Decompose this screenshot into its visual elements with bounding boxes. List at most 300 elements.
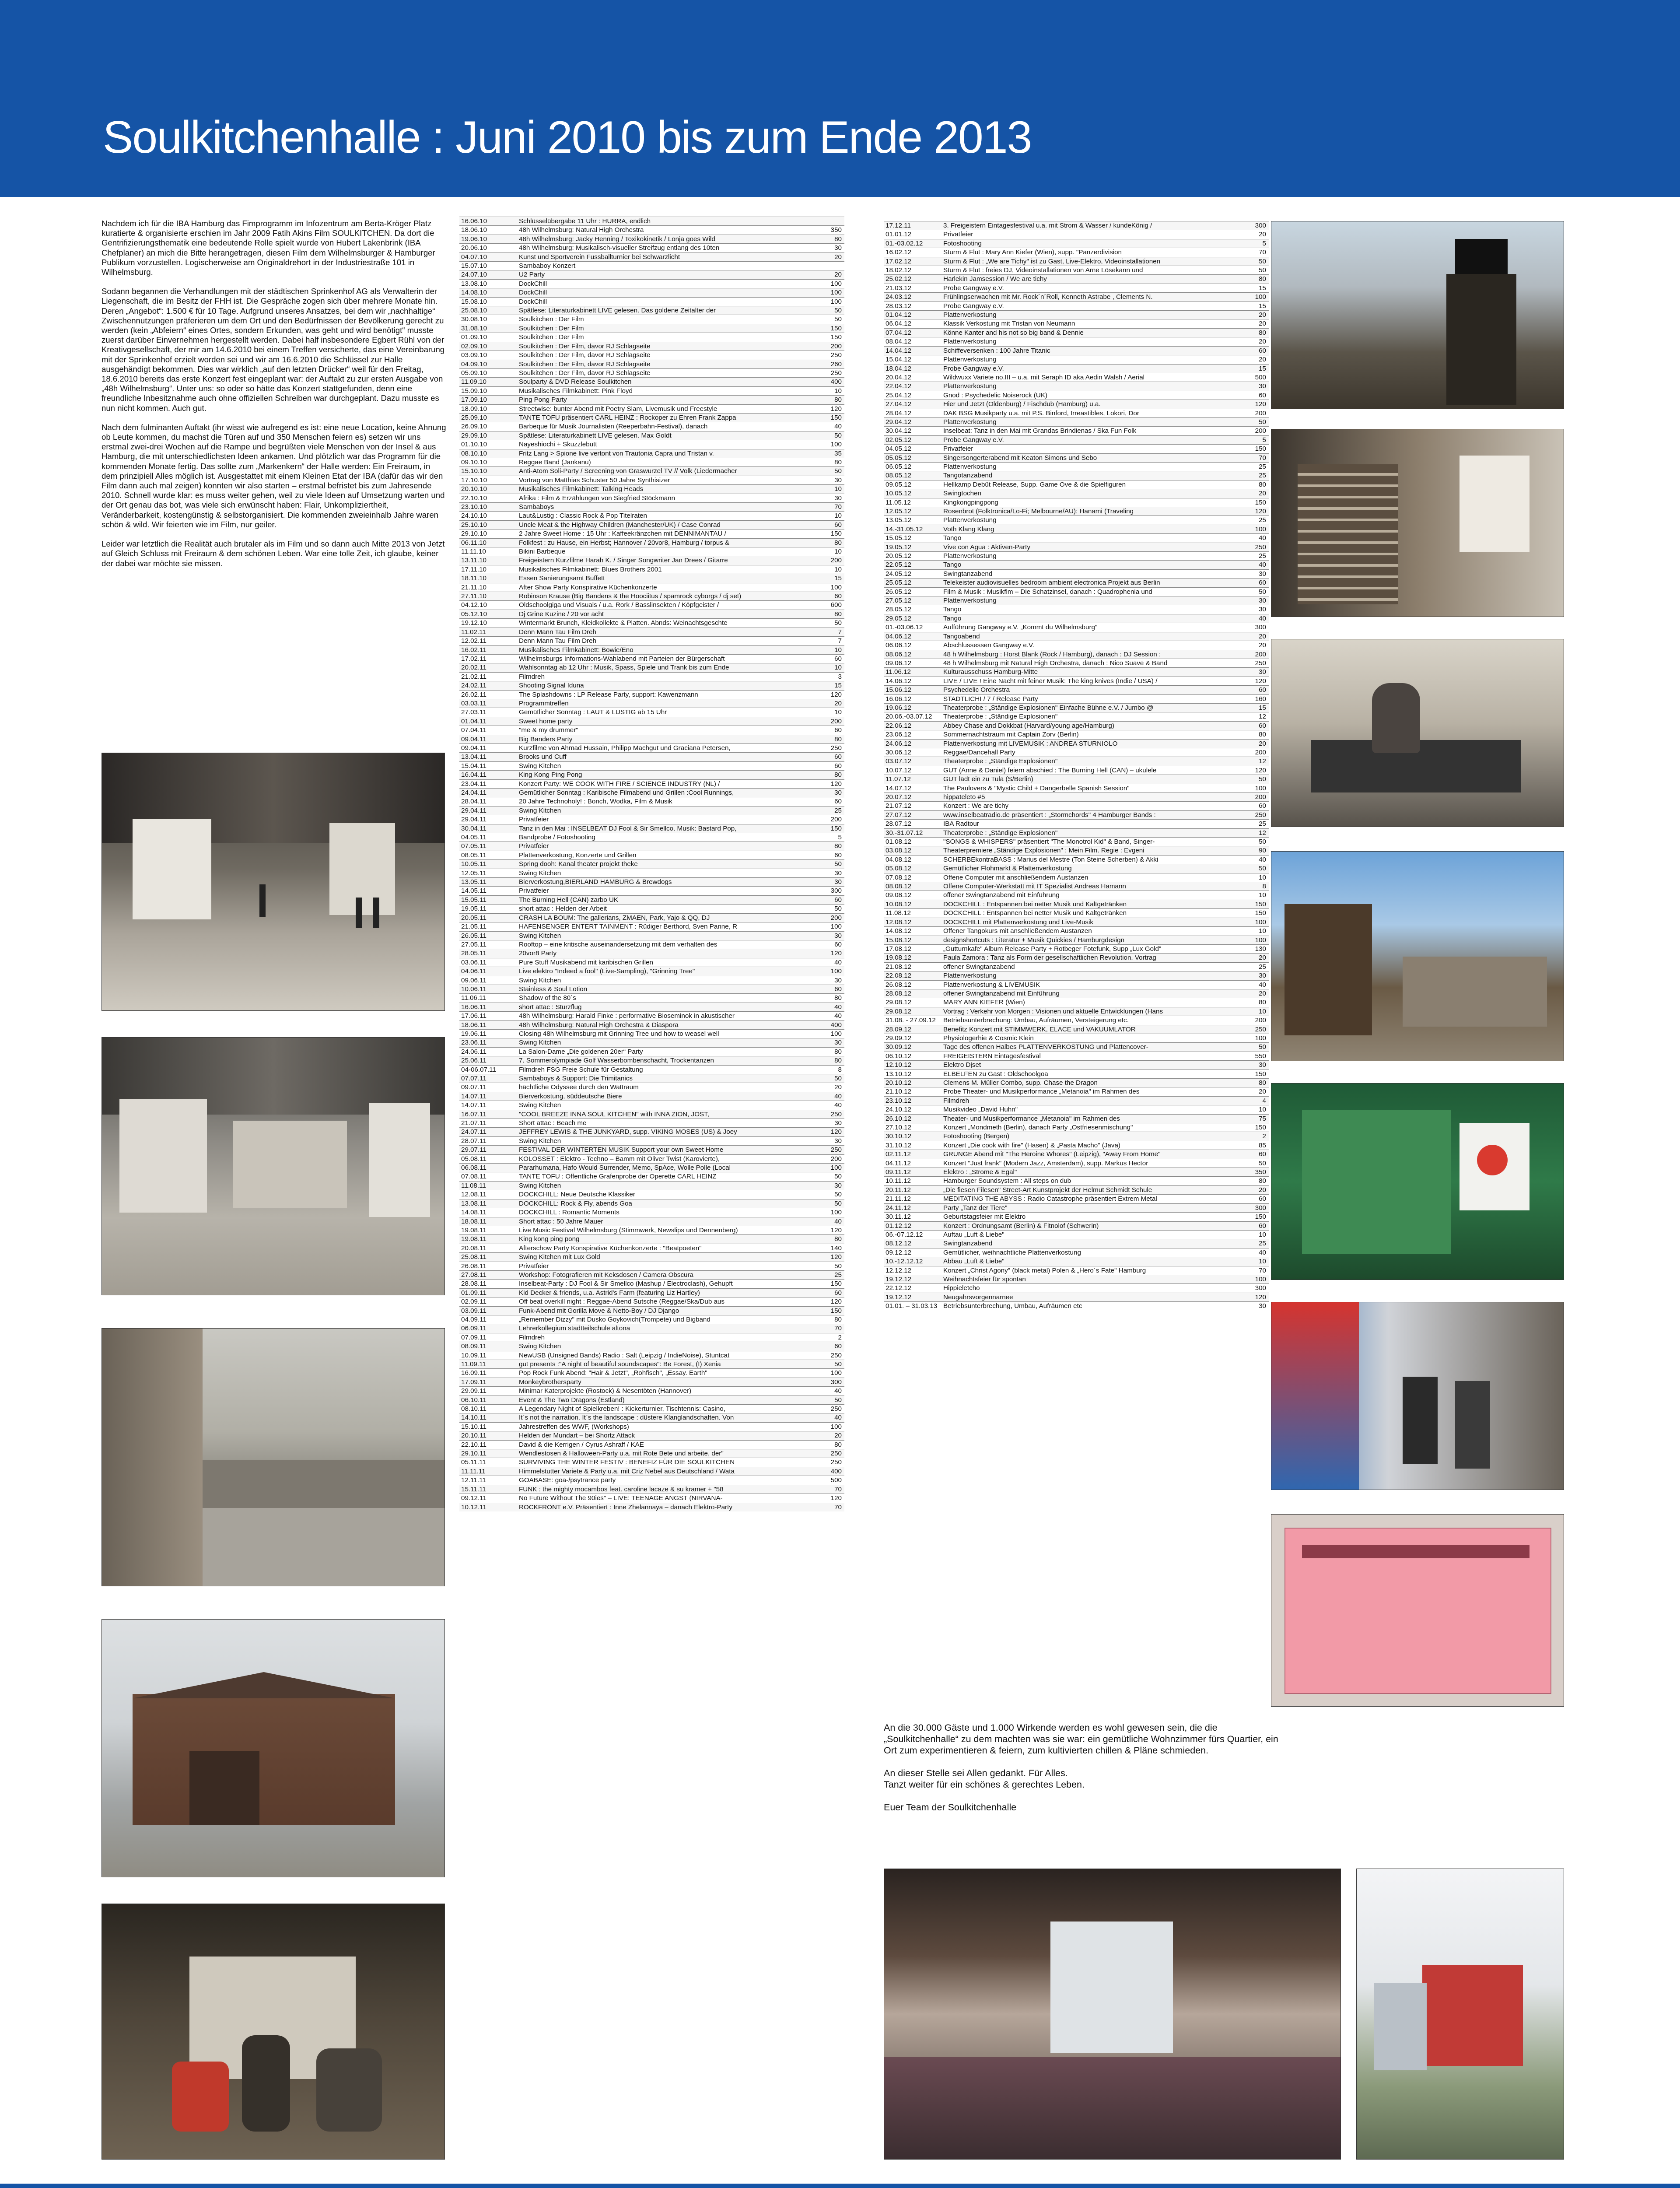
event-title: Pop Rock Funk Abend: "Hair & Jetzt", „Rohfisch", „Essay. Earth": [519, 1369, 707, 1377]
table-row: [884, 578, 1269, 587]
event-title: Schiffeversenken : 100 Jahre Titanic: [943, 347, 1050, 354]
event-date: 12.05.11: [461, 869, 486, 877]
event-title: A Legendary Night of Spielkreben! : Kickerturnier, Tischtennis: Casino,: [519, 1405, 725, 1413]
event-visitors: 200: [1255, 748, 1266, 756]
event-visitors: 40: [1259, 534, 1266, 542]
event-visitors: 500: [830, 1476, 842, 1484]
event-date: 17.12.11: [886, 222, 911, 229]
event-visitors: 90: [1259, 847, 1266, 855]
event-visitors: 200: [830, 816, 842, 824]
event-date: 29.04.12: [886, 418, 912, 426]
table-row: [884, 346, 1269, 355]
event-title: 48h Wilhelmsburg: Jacky Henning / Toxikokinetik / Lonja goes Wild: [519, 235, 715, 243]
event-date: 09.05.12: [886, 480, 912, 488]
event-title: Swing Kitchen: [519, 806, 561, 814]
event-title: Plattenverkostung: [943, 972, 997, 980]
event-visitors: 60: [834, 798, 842, 806]
event-date: 04.09.11: [461, 1315, 486, 1323]
event-title: Gemütlicher Sonntag : Karibische Filmabend und Grillen :Cool Runnings,: [519, 789, 734, 796]
event-date: 06.-07.12.12: [886, 1231, 923, 1238]
event-date: 08.09.11: [461, 1343, 486, 1350]
footer-band: [0, 2184, 1680, 2188]
event-title: 48h Wilhelmsburg: Natural High Orchestra & Diaspora: [519, 1021, 679, 1029]
table-row: [459, 243, 844, 252]
event-visitors: 20: [1259, 989, 1266, 997]
table-row: [884, 1159, 1269, 1168]
event-visitors: 5: [1262, 436, 1266, 444]
event-title: Sturm & Flut : „We are Tichy" ist zu Gast, Live-Elektro, Videoinstallationen: [943, 257, 1161, 265]
table-row: [459, 1288, 844, 1297]
table-row: [884, 1230, 1269, 1239]
event-title: Tango: [943, 606, 962, 614]
table-row: [884, 1034, 1269, 1042]
table-row: [459, 869, 844, 877]
event-visitors: 50: [834, 431, 842, 439]
event-date: 01.04.11: [461, 717, 486, 725]
event-title: Jahrestreffen des WWF, (Workshops): [519, 1423, 629, 1431]
event-visitors: 200: [1255, 1017, 1266, 1024]
event-visitors: 70: [834, 1325, 842, 1332]
table-row: [459, 1101, 844, 1109]
event-date: 01.09.11: [461, 1289, 486, 1297]
event-title: Konzert : Ordnungsamt (Berlin) & Fitnolof (Schwerin): [943, 1222, 1099, 1230]
table-row: [459, 1145, 844, 1154]
event-date: 20.10.11: [461, 1432, 486, 1440]
event-title: Bikini Barbeque: [519, 548, 566, 556]
event-title: Fotoshooting (Bergen): [943, 1133, 1010, 1140]
event-title: Afrika : Film & Erzählungen von Siegfried Stöckmann: [519, 494, 676, 502]
event-date: 04.07.10: [461, 253, 487, 261]
event-title: gut presents :"A night of beautiful soundscapes": Be Forest, (I) Xenia: [519, 1360, 721, 1368]
event-visitors: 100: [1255, 1275, 1266, 1283]
table-row: [884, 471, 1269, 480]
table-row: [459, 458, 844, 466]
event-visitors: 50: [834, 1262, 842, 1270]
table-row: [459, 297, 844, 306]
event-title: Harlekin Jamsession / We are tichy: [943, 275, 1047, 283]
event-date: 30.04.11: [461, 824, 486, 832]
event-date: 01.12.12: [886, 1222, 912, 1230]
event-date: 26.08.12: [886, 981, 912, 989]
event-visitors: 300: [830, 887, 842, 895]
table-row: [884, 891, 1269, 899]
table-row: [884, 989, 1269, 998]
table-row: [459, 315, 844, 323]
table-row: [459, 324, 844, 333]
table-row: [884, 337, 1269, 346]
table-row: [884, 837, 1269, 846]
event-title: HAFENSENGER ENTERT TAINMENT : Rüdiger Berthord, Sven Panne, R: [519, 923, 738, 931]
event-title: Physiologerhie & Cosmic Klein: [943, 1034, 1034, 1042]
table-row: [459, 431, 844, 440]
event-visitors: 80: [834, 1057, 842, 1065]
event-visitors: 100: [1255, 525, 1266, 533]
event-date: 31.08. - 27.09.12: [886, 1017, 936, 1024]
event-title: Abschlussessen Gangway e.V.: [943, 642, 1034, 649]
event-visitors: 60: [834, 753, 842, 761]
event-visitors: 80: [834, 771, 842, 779]
table-row: [459, 940, 844, 949]
event-title: ELBELFEN zu Gast : Oldschoolgoa: [943, 1070, 1048, 1078]
event-date: 11.02.11: [461, 628, 486, 636]
event-title: Singersongerterabend mit Keaton Simons und Sebo: [943, 454, 1097, 462]
event-date: 05.09.10: [461, 369, 487, 377]
event-title: Plattenverkostung: [943, 552, 997, 560]
event-date: 12.12.12: [886, 1266, 912, 1274]
table-row: [459, 494, 844, 502]
table-row: [884, 533, 1269, 542]
event-date: 06.09.11: [461, 1325, 486, 1332]
event-title: Freigeistern Kurzfilme Harah K. / Singer Songwriter Jan Drees / Gitarre: [519, 557, 728, 565]
table-row: [884, 1114, 1269, 1123]
table-row: [459, 967, 844, 975]
event-date: 10.08.12: [886, 900, 912, 908]
event-date: 02.11.12: [886, 1150, 911, 1158]
table-row: [459, 824, 844, 833]
table-row: [459, 1494, 844, 1502]
event-date: 03.03.11: [461, 699, 486, 707]
event-visitors: 80: [834, 1048, 842, 1055]
event-date: 17.02.12: [886, 257, 912, 265]
event-date: 10.06.11: [461, 985, 486, 993]
table-row: [884, 426, 1269, 435]
event-visitors: 100: [830, 289, 842, 297]
table-row: [459, 761, 844, 770]
event-visitors: 80: [1259, 275, 1266, 283]
event-title: DOCKCHILL: Rock & Fly, abends Goa: [519, 1199, 632, 1207]
table-row: [459, 833, 844, 842]
event-title: Inselbeat-Party : DJ Fool & Sir Smellco (Mashup / Electroclash), Gehupft: [519, 1280, 733, 1288]
event-visitors: 20: [1259, 642, 1266, 649]
event-title: Theaterprobe : „Ständige Explosionen": [943, 829, 1058, 837]
event-title: Hippieletcho: [943, 1284, 980, 1292]
event-visitors: 20: [1259, 740, 1266, 747]
event-title: offener Swingtanzabend mit Einführung: [943, 989, 1060, 997]
event-title: Plattenverkostung & LIVEMUSIK: [943, 981, 1040, 989]
event-date: 20.10.12: [886, 1079, 912, 1087]
event-visitors: 20: [1259, 490, 1266, 498]
table-row: [459, 466, 844, 475]
event-visitors: 30: [1259, 570, 1266, 578]
event-title: Soulkitchen : Der Film: [519, 324, 584, 332]
event-title: Telekeister audiovisuelles bedroom ambient electronica Projekt aus Berlin: [943, 579, 1160, 587]
event-visitors: 15: [1259, 302, 1266, 310]
event-visitors: 150: [1255, 1070, 1266, 1078]
event-visitors: 40: [834, 1092, 842, 1100]
table-row: [459, 1065, 844, 1074]
event-date: 07.07.11: [461, 1075, 486, 1082]
event-title: Gnod : Psychedelic Noiserock (UK): [943, 391, 1048, 399]
table-row: [459, 895, 844, 904]
event-visitors: 7: [838, 637, 842, 645]
event-date: 10.05.12: [886, 490, 912, 498]
event-date: 30.09.12: [886, 1043, 912, 1051]
event-date: 04.05.11: [461, 834, 486, 842]
event-date: 27.07.12: [886, 811, 912, 819]
event-title: 3. Freigeistern Eintagesfestival u.a. mit Strom & Wasser / kundeKönig /: [943, 222, 1152, 229]
event-date: 06.10.12: [886, 1052, 912, 1060]
event-title: Pure Stuff Musikabend mit karibischen Grillen: [519, 958, 653, 966]
event-visitors: 30: [834, 789, 842, 796]
table-row: [459, 592, 844, 600]
photo-hall-interior-2: [102, 1037, 445, 1295]
closing-text: [884, 1722, 1286, 1824]
event-visitors: 80: [834, 235, 842, 243]
table-row: [459, 565, 844, 574]
event-title: Barbeque für Musik Journalisten (Reeperbahn-Festival), danach: [519, 423, 708, 431]
table-row: [459, 404, 844, 413]
event-title: Tango: [943, 534, 962, 542]
table-row: [459, 1333, 844, 1342]
table-row: [459, 1190, 844, 1199]
event-title: Plattenverkostung: [943, 356, 997, 364]
event-title: DOCKCHILL : Romantic Moments: [519, 1209, 620, 1217]
event-visitors: 70: [834, 503, 842, 511]
table-row: [459, 1083, 844, 1091]
event-title: Funk-Abend mit Gorilla Move & Netto-Boy / DJ Django: [519, 1307, 679, 1315]
event-date: 15.06.12: [886, 686, 912, 694]
event-title: TANTE TOFU präsentiert CARL HEINZ : Rockoper zu Ehren Frank Zappa: [519, 414, 736, 421]
event-visitors: 250: [830, 1110, 842, 1118]
event-title: Laut&Lustig : Classic Rock & Pop Titelraten: [519, 512, 647, 520]
table-row: [459, 1342, 844, 1350]
table-row: [884, 453, 1269, 462]
event-title: Soulkitchen : Der Film, davor RJ Schlagseite: [519, 351, 651, 359]
event-title: After Show Party Konspirative Küchenkonzerte: [519, 583, 657, 591]
table-row: [884, 819, 1269, 828]
event-date: 08.10.11: [461, 1405, 486, 1413]
table-row: [459, 1467, 844, 1476]
event-title: DOCKCHILL : Entspannen bei netter Musik und Kaltgetränken: [943, 909, 1127, 917]
event-visitors: 120: [830, 950, 842, 957]
event-title: Kulturausschuss Hamburg-Mitte: [943, 668, 1038, 676]
event-visitors: 50: [834, 307, 842, 315]
event-date: 01.04.12: [886, 311, 912, 319]
table-row: [884, 248, 1269, 256]
event-visitors: 200: [830, 557, 842, 565]
event-title: Swing Kitchen: [519, 1101, 561, 1109]
event-date: 03.09.11: [461, 1307, 486, 1315]
event-date: 28.05.12: [886, 606, 912, 614]
event-title: Plattenverkostung, Konzerte und Grillen: [519, 851, 637, 859]
event-title: FREIGEISTERN Eintagesfestival: [943, 1052, 1041, 1060]
event-visitors: 160: [1255, 695, 1266, 703]
event-visitors: 150: [830, 333, 842, 341]
event-date: 09.06.12: [886, 659, 912, 667]
event-visitors: 40: [834, 1003, 842, 1011]
event-visitors: 150: [1255, 900, 1266, 908]
event-title: Vive con Agua : Aktiven-Party: [943, 543, 1030, 551]
event-visitors: 200: [830, 342, 842, 350]
event-date: 20.05.11: [461, 914, 486, 922]
event-title: Dj Grine Kuzine / 20 vor acht: [519, 610, 604, 618]
event-title: Oldschoolgiga und Visuals / u.a. Rork / Basslinsekten / Köpfgeister /: [519, 601, 719, 609]
event-date: 05.12.10: [461, 610, 487, 618]
table-row: [884, 1060, 1269, 1069]
event-visitors: 70: [1259, 249, 1266, 256]
event-title: Clemens M. Müller Combo, supp. Chase the Dragon: [943, 1079, 1098, 1087]
event-title: Weihnachtsfeier für spontan: [943, 1275, 1026, 1283]
event-visitors: [805, 217, 844, 225]
table-row: [459, 806, 844, 815]
event-date: 20.02.11: [461, 664, 486, 672]
table-row: [459, 1208, 844, 1217]
table-row: [459, 770, 844, 779]
event-date: 24.03.12: [886, 293, 912, 301]
event-date: 19.06.11: [461, 1030, 486, 1038]
event-visitors: 200: [1255, 427, 1266, 435]
event-date: 16.06.11: [461, 1003, 486, 1011]
event-visitors: 100: [830, 298, 842, 305]
event-date: 15.10.10: [461, 467, 487, 475]
table-row: [459, 306, 844, 315]
closing-line: An dieser Stelle sei Allen gedankt. Für Alles.: [884, 1768, 1068, 1778]
event-title: Off beat overkill night : Reggae-Abend Sutsche (Reggae/Ska/Dub aus: [519, 1298, 724, 1306]
event-visitors: 80: [834, 1235, 842, 1243]
table-row: [884, 417, 1269, 426]
event-visitors: 30: [834, 494, 842, 502]
event-visitors: 80: [834, 396, 842, 404]
event-visitors: 30: [1259, 668, 1266, 676]
event-date: 13.11.10: [461, 557, 486, 565]
event-date: 14.08.10: [461, 289, 487, 297]
table-row: [884, 302, 1269, 310]
table-row: [884, 1212, 1269, 1221]
event-title: Paula Zamora : Tanz als Form der gesellschaftlichen Revolution. Vortrag: [943, 954, 1156, 962]
event-visitors: 80: [1259, 1177, 1266, 1185]
event-date: 23.10.10: [461, 503, 487, 511]
event-date: 04.11.12: [886, 1159, 911, 1167]
event-date: 01.09.10: [461, 333, 487, 341]
photo-hall-interior-1: [102, 753, 445, 1011]
event-title: hächtliche Odyssee durch den Wattraum: [519, 1083, 639, 1091]
event-date: 05.05.12: [886, 454, 912, 462]
event-visitors: 120: [1255, 1293, 1266, 1301]
event-date: 14.07.12: [886, 784, 912, 792]
event-visitors: 300: [1255, 1284, 1266, 1292]
event-visitors: 150: [830, 824, 842, 832]
event-visitors: 20: [1259, 954, 1266, 962]
event-date: 30.10.12: [886, 1133, 912, 1140]
event-visitors: 15: [1259, 365, 1266, 372]
event-title: NewUSB (Unsigned Bands) Radio : Salt (Leipzig / IndieNoise), Stuntcat: [519, 1351, 730, 1359]
closing-paragraph: An die 30.000 Gäste und 1.000 Wirkende werden es wohl gewesen sein, die die „Soulkitchenhalle“ zu dem machten was sie war: ein gemütliche Wohnzimmer fürs Quartier, ein Ort zum experimentieren & feiern, zum kultivierten chillen & Pläne schmieden.: [884, 1722, 1278, 1756]
event-visitors: 100: [830, 1030, 842, 1038]
table-row: [459, 235, 844, 243]
event-date: 07.04.12: [886, 329, 912, 337]
event-visitors: 100: [830, 280, 842, 288]
table-row: [459, 949, 844, 957]
event-title: TANTE TOFU : Offentliche Grafenprobe der Operette CARL HEINZ: [519, 1173, 717, 1181]
event-date: 23.06.12: [886, 731, 912, 739]
table-row: [884, 1266, 1269, 1275]
table-row: [459, 636, 844, 645]
event-visitors: 60: [1259, 347, 1266, 354]
event-title: GUT lädt ein zu Tula (S/Berlin): [943, 775, 1033, 783]
table-row: [884, 1096, 1269, 1105]
event-visitors: 25: [1259, 552, 1266, 560]
table-row: [884, 650, 1269, 659]
event-date: 03.07.12: [886, 757, 912, 765]
table-row: [884, 560, 1269, 569]
table-row: [884, 792, 1269, 801]
event-date: 09.04.11: [461, 744, 486, 752]
event-visitors: 70: [834, 1503, 842, 1511]
event-visitors: 60: [834, 726, 842, 734]
table-row: [884, 677, 1269, 685]
event-date: 21.03.12: [886, 284, 912, 292]
event-title: „Remember Dizzy" mit Dusko Goykovich(Trompete) und Bigband: [519, 1315, 710, 1323]
event-visitors: 15: [1259, 284, 1266, 292]
event-date: 21.05.11: [461, 923, 486, 931]
event-visitors: 50: [834, 467, 842, 475]
table-row: [459, 1226, 844, 1234]
table-row: [884, 605, 1269, 614]
event-title: DockChill: [519, 289, 547, 297]
event-date: 16.04.11: [461, 771, 486, 779]
table-row: [459, 815, 844, 824]
event-table-2011-2013: [884, 221, 1269, 1311]
photo-sound-desk: [1271, 639, 1564, 827]
event-visitors: 30: [1259, 1302, 1266, 1310]
event-title: No Future Without The 90ies" – LIVE: TEENAGE ANGST (NIRVANA-: [519, 1494, 723, 1502]
event-title: SCHERBEkontraBASS : Marius del Mestre (Ton Steine Scherben) & Akki: [943, 856, 1158, 863]
event-date: 11.09.10: [461, 378, 486, 386]
table-row: [459, 1396, 844, 1404]
table-row: [884, 328, 1269, 337]
event-visitors: 10: [834, 512, 842, 520]
event-title: 7. Sommerolympiade Golf Wasserbombenschacht, Trockentanzen: [519, 1057, 714, 1065]
table-row: [459, 547, 844, 556]
event-visitors: 150: [1255, 1124, 1266, 1132]
event-title: Helden der Mundart – bei Shortz Attack: [519, 1432, 635, 1440]
event-visitors: 350: [1255, 1168, 1266, 1176]
table-row: [884, 739, 1269, 748]
table-row: [884, 623, 1269, 631]
event-visitors: 60: [834, 762, 842, 770]
event-visitors: 50: [834, 1075, 842, 1082]
photo-brick-building: [102, 1619, 445, 1877]
event-title: GRUNGE Abend mit "The Heroine Whores" (Leipzig), "Away From Home": [943, 1150, 1161, 1158]
event-date: 14.05.11: [461, 887, 486, 895]
event-date: 24.04.11: [461, 789, 486, 796]
table-row: [459, 538, 844, 547]
event-visitors: 120: [830, 1128, 842, 1136]
table-row: [459, 1136, 844, 1145]
event-visitors: 12: [1259, 757, 1266, 765]
event-visitors: 100: [1255, 918, 1266, 926]
event-title: Hellkamp Debüt Release, Supp. Game Ove & die Spielfiguren: [943, 480, 1126, 488]
event-visitors: 10: [834, 708, 842, 716]
event-date: 20.06.10: [461, 244, 487, 252]
table-row: [459, 1262, 844, 1270]
event-visitors: 80: [834, 1441, 842, 1448]
table-row: [459, 270, 844, 279]
event-date: 08.08.12: [886, 883, 912, 891]
event-visitors: 250: [830, 1405, 842, 1413]
table-row: [459, 288, 844, 297]
event-title: Kid Decker & friends, u.a. Astrid's Farm (featuring Liz Hartley): [519, 1289, 700, 1297]
event-date: 19.06.12: [886, 704, 912, 712]
event-title: Shadow of the 80´s: [519, 994, 576, 1002]
event-visitors: 600: [830, 601, 842, 609]
event-table-2010-2011: [459, 217, 844, 1511]
event-title: Offener Tangokurs mit anschließendem Austanzen: [943, 927, 1092, 935]
table-row: [884, 489, 1269, 498]
event-title: „Die fiesen Filesen" Street-Art Kunstprojekt der Helmut Schmidt Schule: [943, 1186, 1152, 1194]
event-visitors: 40: [1259, 561, 1266, 569]
event-visitors: 100: [830, 1164, 842, 1172]
